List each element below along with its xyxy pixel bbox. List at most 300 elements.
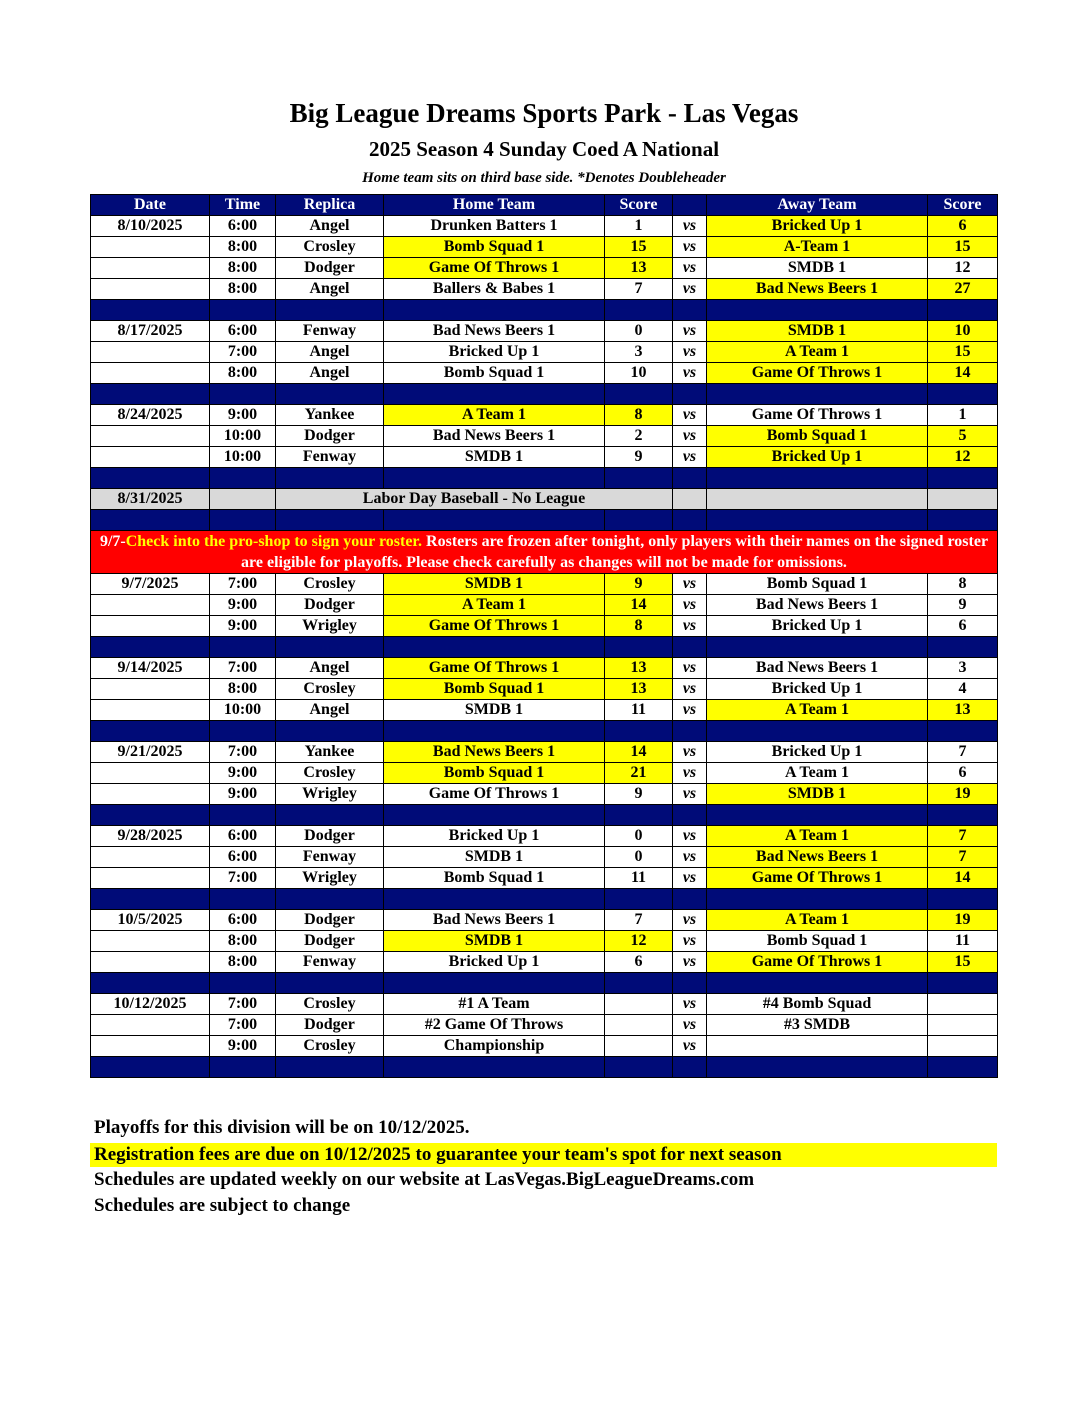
- separator-cell: [91, 300, 210, 321]
- home-team-cell: Game Of Throws 1: [384, 658, 605, 679]
- away-team-cell: SMDB 1: [707, 784, 928, 805]
- away-score-cell: 13: [928, 700, 998, 721]
- away-score-cell: 14: [928, 363, 998, 384]
- game-row: [91, 405, 998, 426]
- away-score-cell: 14: [928, 868, 998, 889]
- separator-cell: [605, 973, 673, 994]
- away-score-cell: 11: [928, 931, 998, 952]
- away-team-cell: Game Of Throws 1: [707, 363, 928, 384]
- game-row: [91, 994, 998, 1015]
- separator-row: [91, 384, 998, 405]
- date-cell: 8/10/2025: [91, 216, 210, 237]
- home-score-cell: 3: [605, 342, 673, 363]
- separator-cell: [605, 637, 673, 658]
- away-score-cell: 9: [928, 595, 998, 616]
- home-team-cell: SMDB 1: [384, 447, 605, 468]
- field-cell: Angel: [276, 279, 384, 300]
- vs-cell: vs: [673, 826, 707, 847]
- date-cell: 9/7/2025: [91, 574, 210, 595]
- separator-cell: [210, 384, 276, 405]
- home-score-cell: 11: [605, 868, 673, 889]
- separator-cell: [707, 300, 928, 321]
- col-vs: [673, 195, 707, 216]
- page-subtitle: 2025 Season 4 Sunday Coed A National: [368, 137, 720, 161]
- home-team-cell: Bomb Squad 1: [384, 679, 605, 700]
- website-text: Schedules are updated weekly on our website at LasVegas.BigLeagueDreams.com: [94, 1169, 755, 1190]
- separator-cell: [673, 510, 707, 531]
- separator-row: [91, 1057, 998, 1078]
- col-away-score: Score: [928, 195, 998, 216]
- field-cell: Angel: [276, 342, 384, 363]
- date-cell: [91, 258, 210, 279]
- time-cell: 10:00: [210, 426, 276, 447]
- separator-cell: [210, 805, 276, 826]
- game-row: [91, 826, 998, 847]
- away-team-cell: [707, 1036, 928, 1057]
- home-team-cell: Bomb Squad 1: [384, 363, 605, 384]
- away-team-cell: [707, 489, 928, 510]
- vs-cell: vs: [673, 405, 707, 426]
- holiday-text: Labor Day Baseball - No League: [276, 489, 673, 510]
- separator-cell: [91, 973, 210, 994]
- separator-cell: [276, 300, 384, 321]
- separator-cell: [605, 510, 673, 531]
- roster-alert: [91, 531, 998, 574]
- home-team-cell: Bad News Beers 1: [384, 742, 605, 763]
- separator-cell: [673, 637, 707, 658]
- home-score-cell: 2: [605, 426, 673, 447]
- away-team-cell: A Team 1: [707, 910, 928, 931]
- schedule-note: Home team sits on third base side. *Denotes Doubleheader: [362, 170, 726, 186]
- field-cell: Fenway: [276, 847, 384, 868]
- separator-cell: [605, 889, 673, 910]
- home-score-cell: 1: [605, 216, 673, 237]
- away-team-cell: Bricked Up 1: [707, 742, 928, 763]
- separator-cell: [276, 889, 384, 910]
- separator-cell: [928, 510, 998, 531]
- registration-note: [90, 1143, 997, 1167]
- separator-cell: [276, 721, 384, 742]
- col-away-team: Away Team: [707, 195, 928, 216]
- away-team-cell: SMDB 1: [707, 321, 928, 342]
- game-row: [91, 931, 998, 952]
- time-cell: 10:00: [210, 447, 276, 468]
- time-cell: [210, 489, 276, 510]
- vs-cell: vs: [673, 426, 707, 447]
- separator-cell: [928, 384, 998, 405]
- vs-cell: vs: [673, 1036, 707, 1057]
- home-score-cell: [605, 1015, 673, 1036]
- playoffs-text: Playoffs for this division will be on 10/12/2025.: [94, 1117, 470, 1138]
- time-cell: 8:00: [210, 952, 276, 973]
- home-team-cell: Ballers & Babes 1: [384, 279, 605, 300]
- page-title: Big League Dreams Sports Park - Las Vegas: [289, 98, 799, 128]
- time-cell: 6:00: [210, 910, 276, 931]
- field-cell: Dodger: [276, 910, 384, 931]
- home-score-cell: [605, 1036, 673, 1057]
- date-cell: [91, 847, 210, 868]
- vs-cell: vs: [673, 679, 707, 700]
- separator-cell: [210, 1057, 276, 1078]
- separator-cell: [384, 721, 605, 742]
- home-team-cell: A Team 1: [384, 595, 605, 616]
- vs-cell: vs: [673, 910, 707, 931]
- separator-cell: [384, 384, 605, 405]
- date-cell: 9/28/2025: [91, 826, 210, 847]
- away-score-cell: [928, 489, 998, 510]
- field-cell: Angel: [276, 658, 384, 679]
- away-team-cell: Bad News Beers 1: [707, 847, 928, 868]
- col-home-team: Home Team: [384, 195, 605, 216]
- game-row: [91, 868, 998, 889]
- home-team-cell: Bomb Squad 1: [384, 237, 605, 258]
- alert-highlight: Check into the pro-shop to sign your roster.: [125, 533, 423, 550]
- time-cell: 8:00: [210, 363, 276, 384]
- separator-cell: [276, 973, 384, 994]
- separator-cell: [210, 721, 276, 742]
- separator-cell: [605, 805, 673, 826]
- away-score-cell: 15: [928, 237, 998, 258]
- field-cell: Dodger: [276, 826, 384, 847]
- home-score-cell: 13: [605, 679, 673, 700]
- vs-cell: vs: [673, 595, 707, 616]
- away-score-cell: 19: [928, 910, 998, 931]
- away-score-cell: 6: [928, 216, 998, 237]
- home-team-cell: SMDB 1: [384, 847, 605, 868]
- separator-cell: [928, 300, 998, 321]
- game-row: [91, 616, 998, 637]
- separator-row: [91, 468, 998, 489]
- separator-row: [91, 637, 998, 658]
- home-team-cell: Bad News Beers 1: [384, 426, 605, 447]
- website-note: [90, 1169, 997, 1191]
- away-score-cell: 27: [928, 279, 998, 300]
- separator-cell: [928, 805, 998, 826]
- separator-cell: [210, 468, 276, 489]
- game-row: [91, 763, 998, 784]
- separator-cell: [384, 973, 605, 994]
- separator-cell: [673, 468, 707, 489]
- change-note: [90, 1195, 997, 1217]
- separator-cell: [707, 468, 928, 489]
- away-team-cell: Bomb Squad 1: [707, 574, 928, 595]
- separator-cell: [384, 468, 605, 489]
- date-cell: [91, 595, 210, 616]
- time-cell: 8:00: [210, 679, 276, 700]
- separator-row: [91, 721, 998, 742]
- away-team-cell: A Team 1: [707, 700, 928, 721]
- home-score-cell: 0: [605, 826, 673, 847]
- separator-cell: [673, 1057, 707, 1078]
- schedule-body: [91, 216, 998, 1078]
- home-team-cell: Game Of Throws 1: [384, 784, 605, 805]
- separator-cell: [707, 637, 928, 658]
- separator-cell: [928, 973, 998, 994]
- home-score-cell: 14: [605, 742, 673, 763]
- game-row: [91, 447, 998, 468]
- game-row: [91, 1036, 998, 1057]
- time-cell: 7:00: [210, 658, 276, 679]
- date-cell: 8/24/2025: [91, 405, 210, 426]
- date-cell: 8/31/2025: [91, 489, 210, 510]
- date-cell: 8/17/2025: [91, 321, 210, 342]
- game-row: [91, 321, 998, 342]
- vs-cell: vs: [673, 321, 707, 342]
- away-score-cell: 12: [928, 258, 998, 279]
- alert-date: 9/7-: [99, 533, 126, 550]
- separator-row: [91, 510, 998, 531]
- separator-cell: [707, 973, 928, 994]
- separator-cell: [673, 384, 707, 405]
- separator-cell: [276, 637, 384, 658]
- field-cell: Angel: [276, 216, 384, 237]
- date-cell: [91, 1015, 210, 1036]
- away-team-cell: #4 Bomb Squad: [707, 994, 928, 1015]
- away-score-cell: 15: [928, 342, 998, 363]
- separator-cell: [91, 384, 210, 405]
- date-cell: [91, 363, 210, 384]
- separator-row: [91, 300, 998, 321]
- away-team-cell: Bad News Beers 1: [707, 658, 928, 679]
- vs-cell: vs: [673, 216, 707, 237]
- game-row: [91, 258, 998, 279]
- home-team-cell: Bomb Squad 1: [384, 868, 605, 889]
- away-score-cell: 8: [928, 574, 998, 595]
- date-cell: [91, 237, 210, 258]
- vs-cell: vs: [673, 658, 707, 679]
- away-team-cell: #3 SMDB: [707, 1015, 928, 1036]
- home-team-cell: Bricked Up 1: [384, 342, 605, 363]
- home-team-cell: Bad News Beers 1: [384, 910, 605, 931]
- home-score-cell: 8: [605, 616, 673, 637]
- away-score-cell: 12: [928, 447, 998, 468]
- home-score-cell: 9: [605, 574, 673, 595]
- away-team-cell: Game Of Throws 1: [707, 405, 928, 426]
- away-score-cell: 7: [928, 847, 998, 868]
- field-cell: Fenway: [276, 952, 384, 973]
- field-cell: Wrigley: [276, 784, 384, 805]
- home-score-cell: [605, 994, 673, 1015]
- date-cell: [91, 931, 210, 952]
- away-score-cell: 3: [928, 658, 998, 679]
- game-row: [91, 363, 998, 384]
- separator-cell: [210, 300, 276, 321]
- time-cell: 9:00: [210, 763, 276, 784]
- date-cell: [91, 784, 210, 805]
- separator-cell: [384, 1057, 605, 1078]
- separator-cell: [928, 721, 998, 742]
- separator-cell: [91, 889, 210, 910]
- separator-cell: [210, 973, 276, 994]
- home-score-cell: 0: [605, 847, 673, 868]
- time-cell: 8:00: [210, 931, 276, 952]
- time-cell: 7:00: [210, 342, 276, 363]
- away-score-cell: [928, 994, 998, 1015]
- vs-cell: vs: [673, 931, 707, 952]
- home-score-cell: 15: [605, 237, 673, 258]
- time-cell: 9:00: [210, 1036, 276, 1057]
- field-cell: Crosley: [276, 679, 384, 700]
- registration-text: Registration fees are due on 10/12/2025 to guarantee your team's spot for next season: [94, 1144, 782, 1165]
- alert-text: Rosters are frozen after tonight, only players with their names on the signed roster are eligible for playoffs. Please check carefully as changes will not be made for omissions.: [241, 533, 989, 571]
- vs-cell: vs: [673, 784, 707, 805]
- game-row: [91, 216, 998, 237]
- game-row: [91, 574, 998, 595]
- away-score-cell: 10: [928, 321, 998, 342]
- field-cell: Angel: [276, 700, 384, 721]
- time-cell: 6:00: [210, 216, 276, 237]
- away-score-cell: 6: [928, 616, 998, 637]
- away-score-cell: [928, 1015, 998, 1036]
- away-score-cell: 6: [928, 763, 998, 784]
- game-row: [91, 847, 998, 868]
- separator-cell: [707, 721, 928, 742]
- separator-cell: [276, 805, 384, 826]
- home-score-cell: 11: [605, 700, 673, 721]
- separator-cell: [707, 889, 928, 910]
- home-team-cell: Bricked Up 1: [384, 952, 605, 973]
- separator-cell: [210, 510, 276, 531]
- away-team-cell: Bad News Beers 1: [707, 279, 928, 300]
- vs-cell: vs: [673, 994, 707, 1015]
- home-score-cell: 13: [605, 658, 673, 679]
- time-cell: 7:00: [210, 1015, 276, 1036]
- date-cell: 10/12/2025: [91, 994, 210, 1015]
- separator-cell: [91, 1057, 210, 1078]
- home-team-cell: Game Of Throws 1: [384, 258, 605, 279]
- separator-row: [91, 973, 998, 994]
- away-team-cell: Bricked Up 1: [707, 216, 928, 237]
- separator-cell: [605, 468, 673, 489]
- separator-cell: [384, 637, 605, 658]
- date-cell: [91, 868, 210, 889]
- away-team-cell: A Team 1: [707, 826, 928, 847]
- separator-cell: [707, 1057, 928, 1078]
- separator-cell: [707, 805, 928, 826]
- away-team-cell: A-Team 1: [707, 237, 928, 258]
- date-cell: [91, 447, 210, 468]
- time-cell: 9:00: [210, 595, 276, 616]
- separator-cell: [276, 468, 384, 489]
- home-score-cell: 8: [605, 405, 673, 426]
- vs-cell: vs: [673, 258, 707, 279]
- away-team-cell: Bricked Up 1: [707, 679, 928, 700]
- field-cell: Dodger: [276, 595, 384, 616]
- home-team-cell: SMDB 1: [384, 574, 605, 595]
- date-cell: 9/21/2025: [91, 742, 210, 763]
- field-cell: Yankee: [276, 405, 384, 426]
- field-cell: Dodger: [276, 1015, 384, 1036]
- separator-cell: [605, 300, 673, 321]
- game-row: [91, 426, 998, 447]
- date-cell: [91, 616, 210, 637]
- separator-cell: [707, 384, 928, 405]
- field-cell: Crosley: [276, 763, 384, 784]
- home-team-cell: #1 A Team: [384, 994, 605, 1015]
- col-home-score: Score: [605, 195, 673, 216]
- separator-cell: [276, 510, 384, 531]
- separator-cell: [91, 805, 210, 826]
- game-row: [91, 952, 998, 973]
- separator-cell: [384, 510, 605, 531]
- away-score-cell: 7: [928, 826, 998, 847]
- field-cell: Dodger: [276, 258, 384, 279]
- field-cell: Fenway: [276, 321, 384, 342]
- game-row: [91, 237, 998, 258]
- away-team-cell: Bad News Beers 1: [707, 595, 928, 616]
- field-cell: Crosley: [276, 1036, 384, 1057]
- separator-cell: [707, 510, 928, 531]
- time-cell: 7:00: [210, 868, 276, 889]
- vs-cell: vs: [673, 237, 707, 258]
- date-cell: 9/14/2025: [91, 658, 210, 679]
- away-score-cell: 7: [928, 742, 998, 763]
- home-team-cell: Bad News Beers 1: [384, 321, 605, 342]
- col-replica: Replica: [276, 195, 384, 216]
- vs-cell: vs: [673, 868, 707, 889]
- separator-cell: [673, 721, 707, 742]
- field-cell: Angel: [276, 363, 384, 384]
- time-cell: 7:00: [210, 742, 276, 763]
- away-score-cell: [928, 1036, 998, 1057]
- home-score-cell: 21: [605, 763, 673, 784]
- away-score-cell: 4: [928, 679, 998, 700]
- time-cell: 6:00: [210, 321, 276, 342]
- playoffs-note: [90, 1117, 997, 1139]
- vs-cell: vs: [673, 763, 707, 784]
- away-team-cell: Bomb Squad 1: [707, 931, 928, 952]
- date-cell: [91, 763, 210, 784]
- game-row: [91, 279, 998, 300]
- away-score-cell: 19: [928, 784, 998, 805]
- vs-cell: vs: [673, 1015, 707, 1036]
- vs-cell: vs: [673, 952, 707, 973]
- time-cell: 7:00: [210, 574, 276, 595]
- home-score-cell: 9: [605, 447, 673, 468]
- vs-cell: vs: [673, 574, 707, 595]
- separator-cell: [928, 637, 998, 658]
- away-team-cell: Game Of Throws 1: [707, 868, 928, 889]
- home-team-cell: #2 Game Of Throws: [384, 1015, 605, 1036]
- home-team-cell: SMDB 1: [384, 700, 605, 721]
- home-score-cell: 13: [605, 258, 673, 279]
- vs-cell: [673, 489, 707, 510]
- date-cell: [91, 952, 210, 973]
- separator-row: [91, 889, 998, 910]
- time-cell: 9:00: [210, 616, 276, 637]
- away-team-cell: Bricked Up 1: [707, 616, 928, 637]
- separator-cell: [210, 889, 276, 910]
- date-cell: [91, 279, 210, 300]
- game-row: [91, 784, 998, 805]
- separator-cell: [673, 300, 707, 321]
- vs-cell: vs: [673, 342, 707, 363]
- vs-cell: vs: [673, 363, 707, 384]
- field-cell: Yankee: [276, 742, 384, 763]
- date-cell: [91, 426, 210, 447]
- separator-cell: [210, 637, 276, 658]
- separator-cell: [673, 889, 707, 910]
- away-team-cell: A Team 1: [707, 342, 928, 363]
- game-row: [91, 910, 998, 931]
- game-row: [91, 595, 998, 616]
- separator-cell: [384, 889, 605, 910]
- home-team-cell: Drunken Batters 1: [384, 216, 605, 237]
- separator-cell: [276, 384, 384, 405]
- home-score-cell: 10: [605, 363, 673, 384]
- field-cell: Crosley: [276, 994, 384, 1015]
- game-row: [91, 742, 998, 763]
